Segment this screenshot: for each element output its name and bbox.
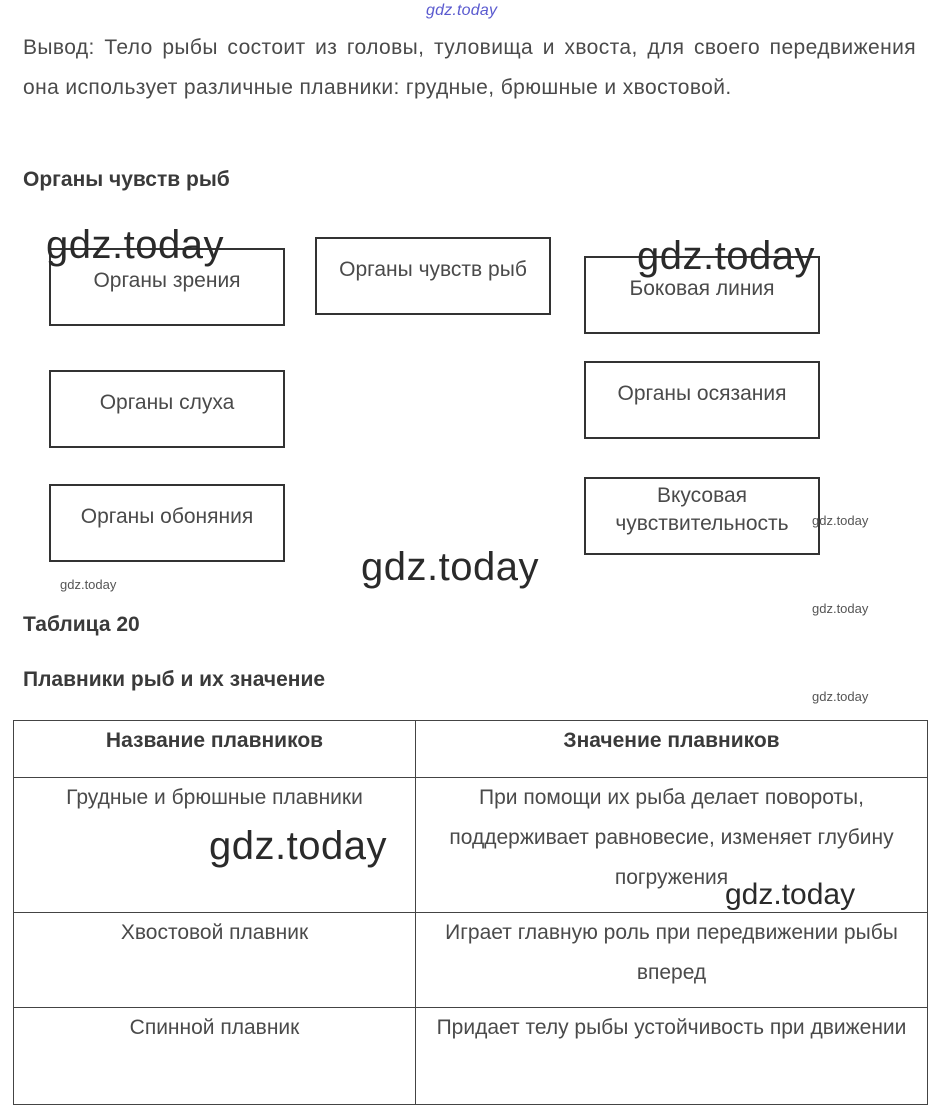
column-header: Название плавников: [14, 721, 416, 778]
fins-table: [13, 720, 928, 1105]
watermark: gdz.today: [361, 545, 539, 589]
watermark-small: gdz.today: [812, 689, 869, 704]
top-watermark: gdz.today: [426, 2, 498, 19]
box-center-sense-organs: Органы чувств рыб: [315, 237, 551, 315]
conclusion-paragraph: Вывод: Тело рыбы состоит из головы, туловища и хвоста, для своего передвижения она использует различные плавники: грудные, брюшные и хвостовой.: [23, 36, 916, 99]
table-cell: Играет главную роль при передвижении рыбы вперед: [416, 913, 928, 1008]
watermark-small: gdz.today: [812, 601, 869, 616]
watermark: gdz.today: [209, 824, 387, 868]
table-cell: Спинной плавник: [14, 1008, 416, 1105]
table-number: Таблица 20: [23, 613, 140, 636]
table-cell: Хвостовой плавник: [14, 913, 416, 1008]
watermark: gdz.today: [637, 234, 815, 278]
table-cell: При помощи их рыба делает повороты, поддерживает равновесие, изменяет глубину погружения: [416, 778, 928, 913]
table-title: Плавники рыб и их значение: [23, 668, 326, 691]
box-hearing: Органы слуха: [49, 370, 285, 448]
column-header: Значение плавников: [416, 721, 928, 778]
box-vision: Органы зрения: [49, 248, 285, 326]
watermark: gdz.today: [725, 878, 856, 911]
box-lateral-line: Боковая линия: [584, 256, 820, 334]
watermark: gdz.today: [46, 223, 224, 267]
watermark-small: gdz.today: [812, 513, 869, 528]
box-touch: Органы осязания: [584, 361, 820, 439]
table-header-row: [14, 721, 928, 778]
table-row: [14, 913, 928, 1008]
table-cell: Придает телу рыбы устойчивость при движении: [416, 1008, 928, 1105]
box-smell: Органы обоняния: [49, 484, 285, 562]
watermark-small: gdz.today: [60, 577, 117, 592]
sense-organs-heading: Органы чувств рыб: [23, 168, 230, 191]
table-cell: Грудные и брюшные плавники: [14, 778, 416, 913]
table-row: [14, 1008, 928, 1105]
box-taste: Вкусовая чувствительность: [584, 477, 820, 555]
